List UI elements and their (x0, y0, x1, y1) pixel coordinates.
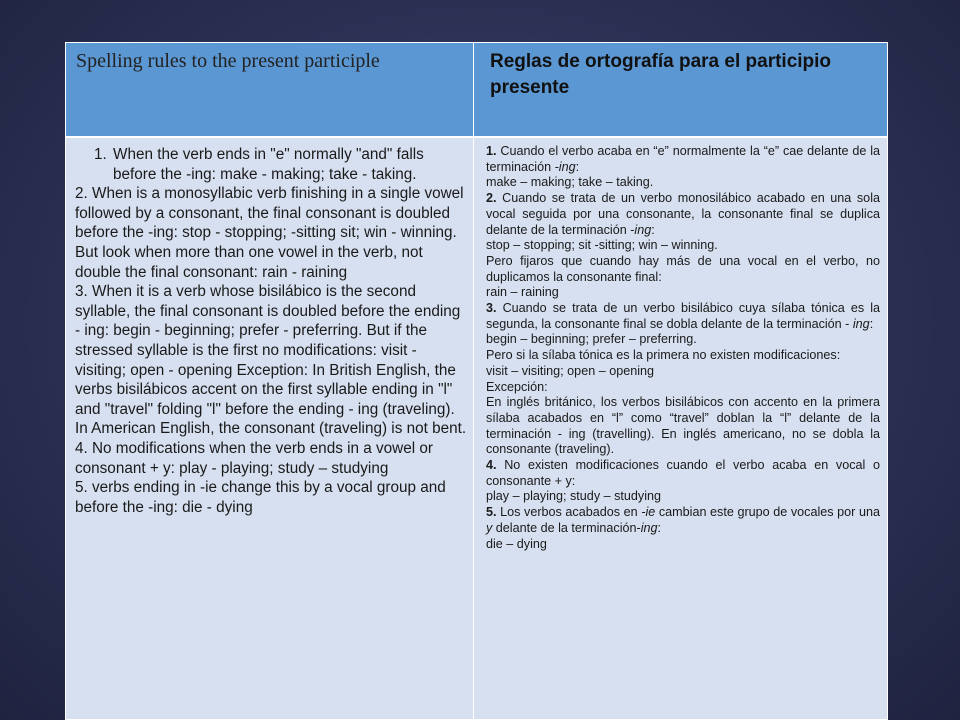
spanish-rule-1: 1. Cuando el verbo acaba en “e” normalmente la “e” cae delante de la terminación -ing: (486, 144, 880, 174)
english-rule-2: 2. When is a monosyllabic verb finishing in a single vowel followed by a consonant, the final consonant is doubled before the -ing: stop - stopping; -sitting sit; win - winning. But look when more than one vowel in the verb, not double the final consonant: rain - raining (75, 185, 464, 281)
english-title: Spelling rules to the present participle (66, 43, 474, 136)
spanish-rule-2: 2. Cuando se trata de un verbo monosilábico acabado en una sola vocal seguida por una consonante, la consonante final se duplica delante de la terminación -ing: (486, 191, 880, 237)
spanish-rule-5: 5. Los verbos acabados en -ie cambian este grupo de vocales por una y delante de la terminación-ing: (486, 505, 880, 535)
spanish-rule-2-note: Pero fijaros que cuando hay más de una vocal en el verbo, no duplicamos la consonante final: (486, 253, 880, 284)
english-rule-5: 5. verbs ending in -ie change this by a vocal group and before the -ing: die - dying (75, 479, 446, 516)
spanish-rule-4: 4. No existen modificaciones cuando el verbo acaba en vocal o consonante + y: (486, 458, 880, 488)
spanish-exception-text: En inglés británico, los verbos bisilábicos con accento en la primera sílaba acabados en “l” como “travel” doblan la “l” delante de la terminación - ing (travelling). En inglés americano, no se dobla la consonante (traveling). (486, 395, 880, 457)
rules-table (65, 42, 888, 720)
spanish-title: Reglas de ortografía para el participio presente (490, 51, 832, 98)
spanish-rule-2-example: stop – stopping; sit -sitting; win – winning. (486, 238, 718, 253)
table-body-row (66, 138, 887, 719)
spanish-rule-3: 3. Cuando se trata de un verbo bisilábico cuya sílaba tónica es la segunda, la consonante final se dobla delante de la terminación - ing: (486, 301, 880, 331)
table-header-row (66, 43, 887, 138)
spanish-rules-cell (474, 138, 887, 719)
spanish-exception-label: Excepción: (486, 379, 548, 394)
english-rule-3: 3. When it is a verb whose bisilábico is the second syllable, the final consonant is doubled before the ending - ing: begin - beginning; prefer - preferring. But if the stressed syllable is the first no modifications: visit - visiting; open - opening Exception: In British English, the verbs bisilábicos accent on the first syllable ending in "l" and "travel" folding "l" before the ending - ing (traveling). In American English, the consonant (traveling) is not bent. (75, 283, 467, 438)
spanish-rule-2-note-example: rain – raining (486, 285, 559, 300)
spanish-rule-5-example: die – dying (486, 536, 547, 551)
english-rule-4: 4. No modifications when the verb ends in a vowel or consonant + y: play - playing; study – studying (75, 439, 433, 477)
spanish-rule-1-example: make – making; take – taking. (486, 175, 654, 190)
spanish-rule-3-example: begin – beginning; prefer – preferring. (486, 332, 697, 347)
spanish-rule-3-note-example: visit – visiting; open – opening (486, 363, 655, 378)
english-rules-list (75, 145, 467, 184)
spanish-rule-3-note: Pero si la sílaba tónica es la primera no existen modificaciones: (486, 348, 841, 363)
english-rule-1: 1. When the verb ends in "e" normally "and" falls before the -ing: make - making; take - taking. (111, 145, 467, 184)
english-rules-cell (66, 138, 474, 719)
spanish-rule-4-example: play – playing; study – studying (486, 489, 662, 504)
